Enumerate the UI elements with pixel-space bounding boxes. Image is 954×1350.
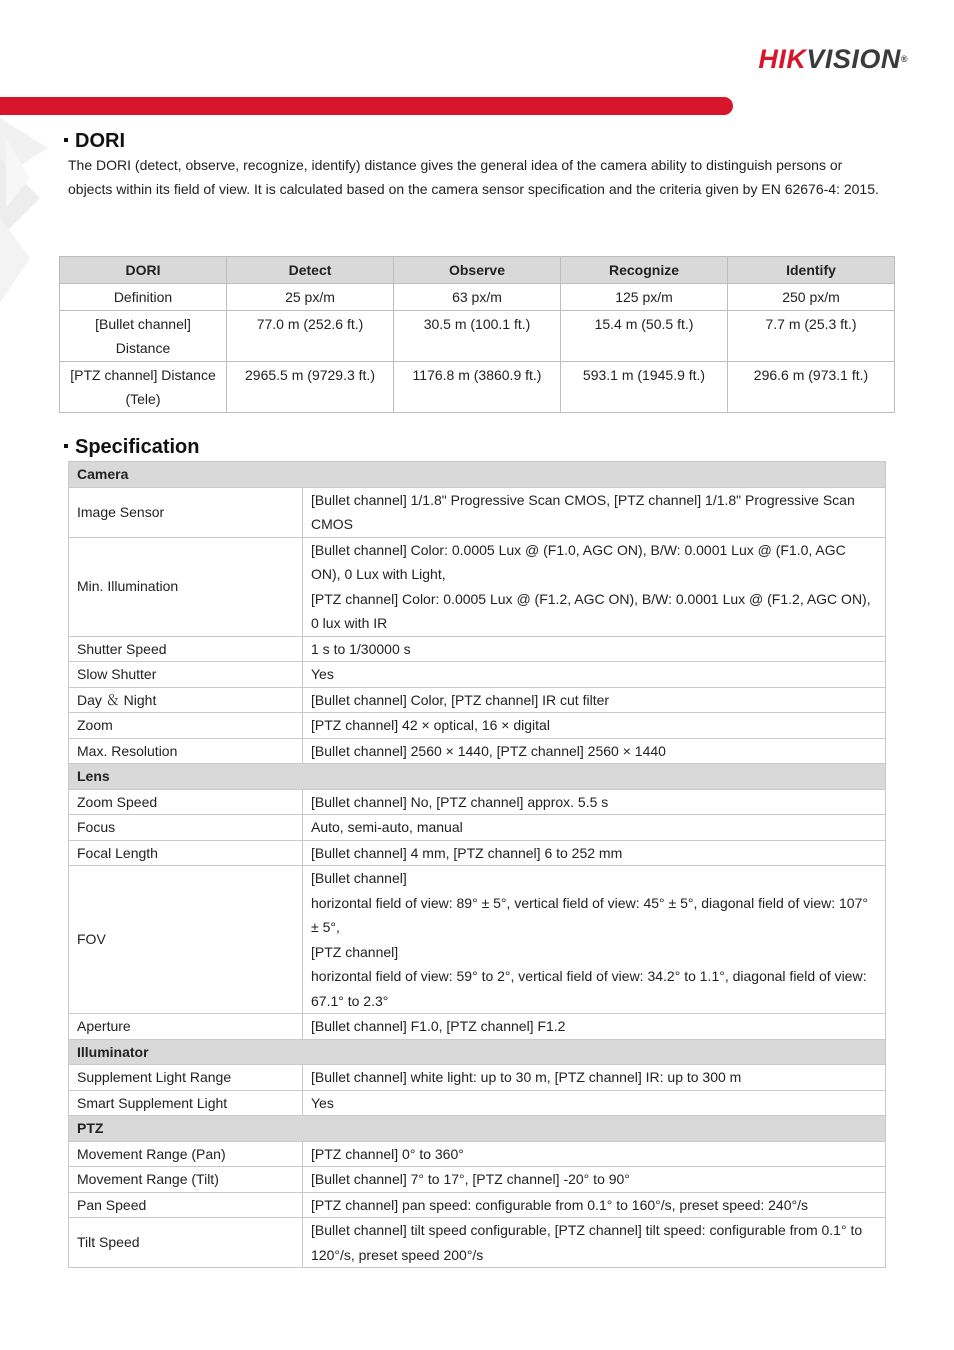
- dori-table: [59, 256, 895, 413]
- spec-value: [PTZ channel] pan speed: configurable from 0.1° to 160°/s, preset speed: 240°/s: [303, 1192, 886, 1218]
- dori-cell: 296.6 m (973.1 ft.): [728, 362, 895, 413]
- spec-value-line: [Bullet channel]: [311, 870, 407, 886]
- category-row-lens: [69, 764, 886, 790]
- dori-cell: [PTZ channel] Distance (Tele): [60, 362, 227, 413]
- spec-label: Tilt Speed: [69, 1218, 303, 1268]
- spec-value: [Bullet channel] white light: up to 30 m, [PTZ channel] IR: up to 300 m: [303, 1065, 886, 1091]
- specification-table: [68, 461, 886, 1268]
- bullet-square-icon: [64, 138, 68, 142]
- table-row: [60, 362, 895, 413]
- table-row: [60, 311, 895, 362]
- spec-label: Zoom: [69, 713, 303, 739]
- spec-value-line: [Bullet channel] Color: 0.0005 Lux @ (F1.0, AGC ON), B/W: 0.0001 Lux @ (F1.0, AGC ON), 0 Lux with Light,: [311, 541, 846, 582]
- dori-cell: [Bullet channel] Distance: [60, 311, 227, 362]
- table-row: [69, 1218, 886, 1268]
- table-row: [69, 1141, 886, 1167]
- hikvision-logo: [758, 44, 908, 74]
- spec-value-line: horizontal field of view: 89° ± 5°, vertical field of view: 45° ± 5°, diagonal field of view: 107° ± 5°,: [311, 894, 868, 935]
- table-row: [69, 636, 886, 662]
- table-row: [69, 537, 886, 636]
- specification-section-title: [64, 436, 199, 459]
- table-row: [69, 789, 886, 815]
- dori-cell: 30.5 m (100.1 ft.): [394, 311, 561, 362]
- spec-value: [PTZ channel] 0° to 360°: [303, 1141, 886, 1167]
- table-row: [69, 840, 886, 866]
- spec-value: [Bullet channel] tilt speed configurable, [PTZ channel] tilt speed: configurable from 0.1° to 120°/s, preset speed 200°/s: [303, 1218, 886, 1268]
- spec-label: Shutter Speed: [69, 636, 303, 662]
- dori-cell: 25 px/m: [227, 284, 394, 311]
- spec-label: Day ＆ Night: [69, 687, 303, 713]
- category-header: Camera: [69, 462, 886, 488]
- category-header: Lens: [69, 764, 886, 790]
- dori-header-cell: Identify: [728, 257, 895, 284]
- dori-cell: Definition: [60, 284, 227, 311]
- spec-value: [Bullet channel] Color, [PTZ channel] IR cut filter: [303, 687, 886, 713]
- spec-label: Supplement Light Range: [69, 1065, 303, 1091]
- spec-value: 1 s to 1/30000 s: [303, 636, 886, 662]
- spec-label: Pan Speed: [69, 1192, 303, 1218]
- spec-value: [303, 537, 886, 636]
- table-row: [69, 815, 886, 841]
- spec-label: Movement Range (Tilt): [69, 1167, 303, 1193]
- dori-intro-paragraph: The DORI (detect, observe, recognize, identify) distance gives the general idea of the camera ability to distinguish persons or objects within its field of view. It is calculated based on the camera sensor specification and the criteria given by EN 62676-4: 2015.: [68, 157, 879, 197]
- dori-header-cell: Recognize: [561, 257, 728, 284]
- spec-label: FOV: [69, 866, 303, 1014]
- table-row: [69, 713, 886, 739]
- spec-value: [Bullet channel] 1/1.8" Progressive Scan CMOS, [PTZ channel] 1/1.8" Progressive Scan CMOS: [303, 487, 886, 537]
- dori-header-cell: DORI: [60, 257, 227, 284]
- spec-value-line: [PTZ channel]: [311, 943, 399, 960]
- table-row: [69, 487, 886, 537]
- spec-label: Image Sensor: [69, 487, 303, 537]
- category-header: Illuminator: [69, 1039, 886, 1065]
- dori-section-title: [64, 130, 125, 153]
- decorative-triangle-shapes: [0, 118, 60, 308]
- spec-label: Movement Range (Pan): [69, 1141, 303, 1167]
- dori-header-row: [60, 257, 895, 284]
- dori-cell: 593.1 m (1945.9 ft.): [561, 362, 728, 413]
- logo-vision-text: VISION: [806, 44, 901, 74]
- table-row: [69, 866, 886, 1014]
- category-row-camera: [69, 462, 886, 488]
- spec-value-line: [PTZ channel] Color: 0.0005 Lux @ (F1.2, AGC ON), B/W: 0.0001 Lux @ (F1.2, AGC ON), 0 lux with IR: [311, 590, 871, 631]
- dori-cell: 77.0 m (252.6 ft.): [227, 311, 394, 362]
- dori-cell: 2965.5 m (9729.3 ft.): [227, 362, 394, 413]
- logo-registered-mark: ®: [900, 54, 908, 64]
- dori-header-cell: Observe: [394, 257, 561, 284]
- specification-title-text: Specification: [75, 436, 200, 458]
- spec-value: [PTZ channel] 42 × optical, 16 × digital: [303, 713, 886, 739]
- category-header: PTZ: [69, 1116, 886, 1142]
- spec-value: Auto, semi-auto, manual: [303, 815, 886, 841]
- spec-value: [Bullet channel] 2560 × 1440, [PTZ channel] 2560 × 1440: [303, 738, 886, 764]
- spec-value: [Bullet channel] F1.0, [PTZ channel] F1.2: [303, 1014, 886, 1040]
- category-row-illuminator: [69, 1039, 886, 1065]
- dori-cell: 250 px/m: [728, 284, 895, 311]
- spec-label: Focal Length: [69, 840, 303, 866]
- dori-cell: 63 px/m: [394, 284, 561, 311]
- dori-cell: 15.4 m (50.5 ft.): [561, 311, 728, 362]
- table-row: [69, 687, 886, 713]
- dori-cell: 125 px/m: [561, 284, 728, 311]
- logo-hik-text: HIK: [758, 44, 807, 74]
- table-row: [69, 1192, 886, 1218]
- spec-value-line: horizontal field of view: 59° to 2°, vertical field of view: 34.2° to 1.1°, diagonal field of view: 67.1° to 2.3°: [311, 968, 867, 1009]
- bullet-square-icon: [64, 444, 68, 448]
- spec-value: [Bullet channel] 4 mm, [PTZ channel] 6 to 252 mm: [303, 840, 886, 866]
- table-row: [69, 662, 886, 688]
- spec-label: Focus: [69, 815, 303, 841]
- spec-label: Zoom Speed: [69, 789, 303, 815]
- table-row: [69, 1090, 886, 1116]
- table-row: [69, 1167, 886, 1193]
- category-row-ptz: [69, 1116, 886, 1142]
- table-row: [60, 284, 895, 311]
- spec-value: Yes: [303, 1090, 886, 1116]
- dori-cell: 1176.8 m (3860.9 ft.): [394, 362, 561, 413]
- dori-header-cell: Detect: [227, 257, 394, 284]
- spec-value: Yes: [303, 662, 886, 688]
- spec-value: [303, 866, 886, 1014]
- header-red-bar: [0, 97, 733, 115]
- table-row: [69, 738, 886, 764]
- dori-title-text: DORI: [75, 130, 125, 152]
- spec-value: [Bullet channel] No, [PTZ channel] approx. 5.5 s: [303, 789, 886, 815]
- spec-label: Max. Resolution: [69, 738, 303, 764]
- table-row: [69, 1065, 886, 1091]
- table-row: [69, 1014, 886, 1040]
- spec-value: [Bullet channel] 7° to 17°, [PTZ channel] -20° to 90°: [303, 1167, 886, 1193]
- spec-label: Min. Illumination: [69, 537, 303, 636]
- spec-label: Smart Supplement Light: [69, 1090, 303, 1116]
- spec-label: Aperture: [69, 1014, 303, 1040]
- dori-cell: 7.7 m (25.3 ft.): [728, 311, 895, 362]
- spec-label: Slow Shutter: [69, 662, 303, 688]
